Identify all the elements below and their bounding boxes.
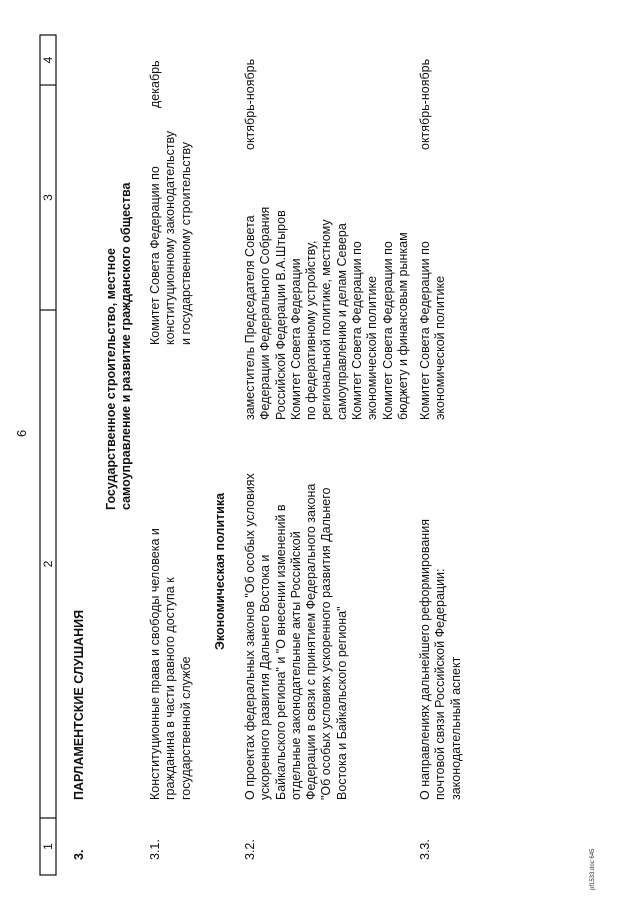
header-col-4: 4 (41, 56, 55, 64)
section-title: ПАРЛАМЕНТСКИЕ СЛУШАНИЯ (72, 609, 86, 800)
row-topic: Конституционные права и свободы человека и гражданина в части равного доступа к государственной службе (148, 528, 193, 800)
row-date: декабрь (148, 60, 162, 108)
row-date: октябрь-ноябрь (418, 58, 432, 150)
row-number: 3.3. (418, 839, 432, 860)
header-col-3: 3 (41, 194, 55, 201)
row-topic: О направлениях дальнейшего реформирования почтовой связи Российской Федерации: законодательный аспект (418, 519, 463, 800)
footer-file-code: pf1533.doc 645 (590, 848, 596, 890)
row-responsible: заместитель Председателя Совета Федерации Федерального Собрания Российской Федерации В.А.Штыров Комитет Совета Федерации по федеративному устройству, региональной политике, местному самоуправлению и делам Севера Комитет Совета Федерации по экономической политике Комитет Совета Федерации по бюджету и финансовым рынкам (243, 206, 410, 420)
row-responsible: Комитет Совета Федерации по конституционному законодательству и государственному строительству (148, 130, 193, 345)
header-col-1: 1 (41, 843, 55, 850)
row-responsible: Комитет Совета Федерации по экономической политике (418, 241, 448, 420)
row-number: 3.1. (148, 839, 162, 860)
section-number: 3. (72, 849, 86, 860)
page-number: 6 (14, 429, 29, 437)
subsection-economic-policy: Экономическая политика (213, 492, 227, 650)
header-col-2: 2 (41, 560, 55, 568)
row-date: октябрь-ноябрь (243, 58, 257, 150)
subsection-state-building: Государственное строительство, местное самоуправление и развитие гражданского общества (104, 182, 134, 510)
row-number: 3.2. (243, 839, 257, 860)
row-topic: О проектах федеральных законов "Об особых условиях ускоренного развития Дальнего Востока и Байкальского региона" и "О внесении изменений в отдельные законодательные акты Российской Федерации в связи с принятием Федерального закона "Об особых условиях ускоренного развития Дальнего Востока и Байкальского региона" (243, 473, 349, 800)
